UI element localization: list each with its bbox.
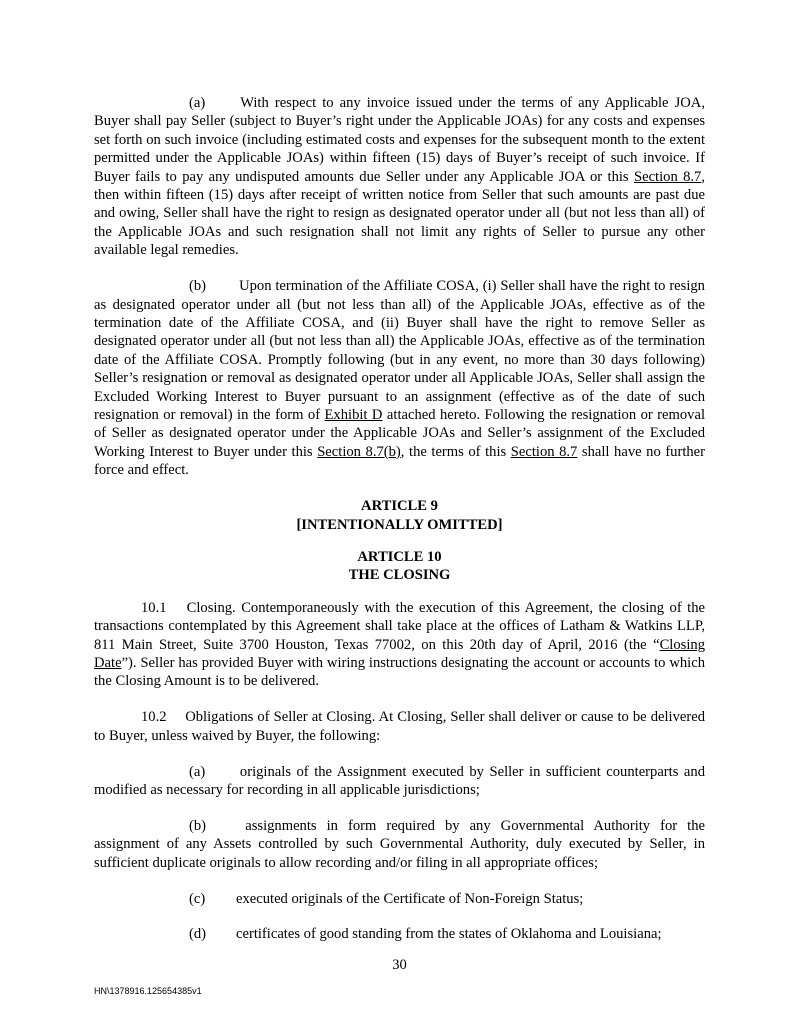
article-10-title: ARTICLE 10: [357, 548, 442, 565]
list-item: [94, 817, 705, 872]
article-9-title: ARTICLE 9: [361, 498, 438, 515]
paragraph-a: [94, 94, 705, 260]
exhibit-d-link: Exhibit D: [324, 407, 383, 423]
list-item-text: assignments in form required by any Governmental Authority for the assignment of any Assets controlled by such Governmental Authority, duly executed by Seller, in sufficient duplicate originals to allow recording and/or filing in all appropriate offices;: [94, 817, 705, 871]
article-9-subtitle: [INTENTIONALLY OMITTED]: [296, 516, 503, 533]
page-number: 30: [392, 957, 407, 973]
section-8-7-link: Section 8.7: [633, 168, 702, 185]
paragraph-a-text-1: With respect to any invoice issued under the terms of any Applicable JOA, Buyer shall pay Seller (subject to Buyer’s right under the Applicable JOAs) for any costs and expenses set forth on such invoice (including estimated costs and expenses for the subsequent month to the extent permitted under the Applicable JOAs) within fifteen (15) days of Buyer’s receipt of such invoice. If Buyer fails to pay any undisputed amounts due Seller under any Applicable JOA or this: [94, 95, 705, 185]
list-item-text: originals of the Assignment executed by Seller in sufficient counterparts and modified as necessary for recording in all applicable jurisdictions;: [94, 763, 705, 798]
section-10-1: [94, 599, 705, 691]
document-id-footer: HN\1378916.125654385v1: [94, 986, 202, 996]
section-10-2: [94, 708, 705, 745]
section-10-1-text-1: Closing. Contemporaneously with the execution of this Agreement, the closing of the transactions contemplated by this Agreement shall take place at the offices of Latham & Watkins LLP, 811 Main Street, Suite 3700 Houston, Texas 77002, on this 20th day of April, 2016 (the “: [94, 599, 705, 653]
section-8-7-link-2: Section 8.7: [510, 443, 578, 460]
section-8-7b-link: Section 8.7(b): [317, 443, 401, 460]
list-item: [94, 763, 705, 800]
article-9-heading: [94, 497, 705, 534]
section-10-1-text-2: ”). Seller has provided Buyer with wiring instructions designating the account or accounts to which the Closing Amount is to be delivered.: [94, 654, 705, 690]
article-10-subtitle: THE CLOSING: [348, 567, 451, 584]
paragraph-b: [94, 277, 705, 479]
section-10-2-number: 10.2: [141, 709, 167, 726]
paragraph-a-text-2: , then within fifteen (15) days after receipt of written notice from Seller that such amounts are past due and owing, Seller shall have the right to resign as designated operator under all (but not less than all) of the Applicable JOAs and such resignation shall not limit any rights of Seller to pursue any other available legal remedies.: [94, 168, 705, 259]
paragraph-b-text-1: Upon termination of the Affiliate COSA, (i) Seller shall have the right to resign as designated operator under all (but not less than all) of the Applicable JOAs, effective as of the termination date of the Affiliate COSA, and (ii) Buyer shall have the right to remove Seller as designated operator under all (but not less than all) the Applicable JOAs, effective as of the termination date of the Affiliate COSA. Promptly following (but in any event, no more than 30 days following) Seller’s resignation or removal as designated operator under all Applicable JOAs, Seller shall assign the Excluded Working Interest to Buyer pursuant to an assignment (effective as of the date of such resignation or removal) in the form of: [94, 278, 705, 423]
paragraph-a-label: (a): [189, 95, 206, 111]
article-10-heading: [94, 548, 705, 585]
list-item-label: (b): [189, 817, 207, 834]
paragraph-b-label: (b): [189, 278, 207, 295]
paragraph-b-text-2: attached hereto. Following the resignation or removal of Seller as designated operator under the Applicable JOAs and Seller’s assignment of the Excluded Working Interest to Buyer under this: [94, 407, 705, 460]
section-10-2-text: Obligations of Seller at Closing. At Closing, Seller shall deliver or cause to be delivered to Buyer, unless waived by Buyer, the following:: [94, 709, 705, 744]
list-item-label: (a): [189, 763, 206, 780]
paragraph-b-text-4: shall have no further force and effect.: [94, 443, 706, 479]
list-item: [94, 890, 705, 908]
list-item-label: (c): [189, 890, 206, 907]
paragraph-b-text-3: , the terms of this: [400, 443, 511, 460]
closing-date-term: Closing Date: [94, 636, 705, 671]
list-item-text: executed originals of the Certificate of Non-Foreign Status;: [236, 890, 584, 907]
document-page: [94, 94, 705, 960]
list-item-text: certificates of good standing from the states of Oklahoma and Louisiana;: [236, 926, 662, 943]
list-item-label: (d): [189, 926, 207, 943]
list-item: [94, 925, 705, 943]
section-10-1-number: 10.1: [141, 599, 167, 616]
